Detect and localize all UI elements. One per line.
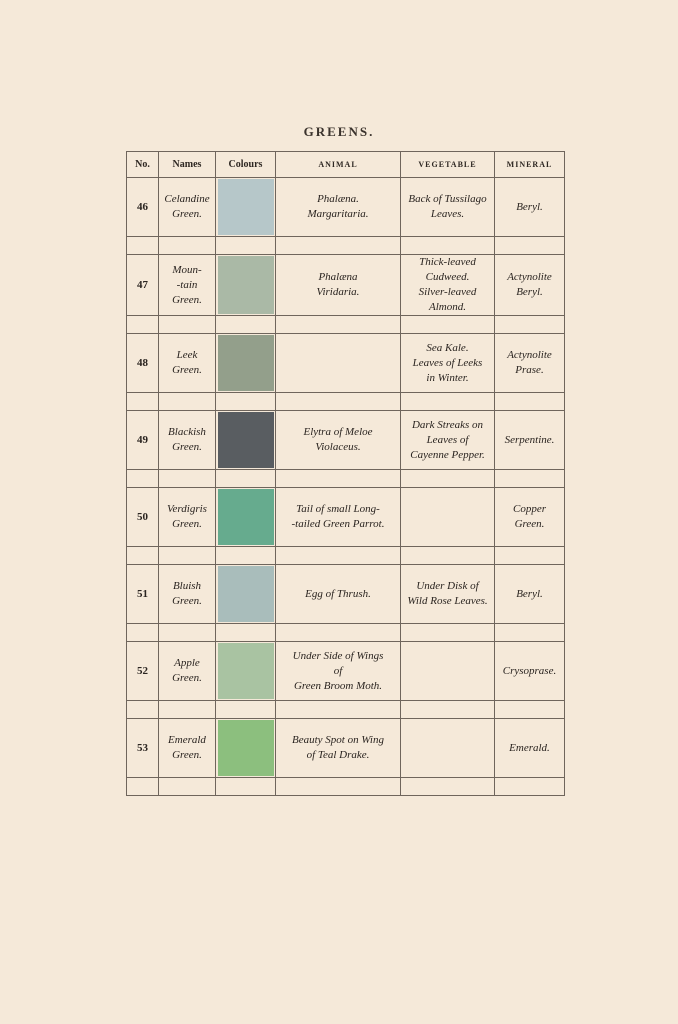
row-name (159, 255, 216, 316)
row-mineral-text: Emerald. (509, 741, 550, 754)
header-mineral: MINERAL (495, 152, 565, 178)
row-vegetable (401, 255, 495, 316)
row-animal-text: Beauty Spot on Wing of Teal Drake. (292, 734, 384, 761)
spacer-cell (159, 778, 216, 796)
spacer-cell (159, 393, 216, 411)
spacer-cell (216, 393, 276, 411)
row-animal-text: Elytra of Meloe Violaceus. (303, 426, 373, 453)
spacer-cell (495, 778, 565, 796)
spacer-cell (159, 547, 216, 565)
spacer-cell (127, 470, 159, 488)
spacer-cell (276, 778, 401, 796)
colour-swatch (218, 566, 274, 622)
row-name (159, 488, 216, 547)
spacer-cell (495, 701, 565, 719)
row-name (159, 411, 216, 470)
row-animal-text: Tail of small Long- -tailed Green Parrot. (291, 503, 385, 530)
colour-swatch-cell (216, 719, 276, 778)
row-vegetable (401, 488, 495, 547)
row-vegetable-text: Sea Kale. Leaves of Leeks in Winter. (412, 341, 483, 384)
row-vegetable-text: Thick-leaved Cudweed. Silver-leaved Almond. (418, 256, 477, 313)
row-number: 50 (127, 488, 159, 547)
row-mineral-text: Crysoprase. (502, 664, 557, 677)
row-number: 49 (127, 411, 159, 470)
row-name (159, 642, 216, 701)
spacer-cell (216, 547, 276, 565)
spacer-cell (127, 316, 159, 334)
colour-swatch-cell (216, 178, 276, 237)
spacer-cell (495, 316, 565, 334)
colour-swatch-cell (216, 334, 276, 393)
row-mineral-text: Serpentine. (504, 433, 555, 446)
colour-swatch (218, 335, 274, 391)
row-name-text: Celandine Green. (164, 193, 210, 220)
spacer-row (127, 624, 565, 642)
colour-swatch (218, 643, 274, 699)
spacer-cell (401, 316, 495, 334)
colour-swatch (218, 256, 274, 314)
row-animal-text: Phalæna Viridaria. (316, 271, 360, 298)
row-vegetable (401, 719, 495, 778)
row-mineral (495, 642, 565, 701)
row-number: 51 (127, 565, 159, 624)
row-name-text: Bluish Green. (172, 580, 202, 607)
spacer-row (127, 701, 565, 719)
row-vegetable-text: Under Disk of Wild Rose Leaves. (407, 580, 488, 607)
colour-swatch-cell (216, 488, 276, 547)
spacer-cell (159, 624, 216, 642)
spacer-cell (401, 393, 495, 411)
spacer-cell (159, 470, 216, 488)
row-vegetable-text: Back of Tussilago Leaves. (408, 193, 487, 220)
spacer-cell (216, 624, 276, 642)
row-mineral (495, 719, 565, 778)
row-mineral (495, 565, 565, 624)
colour-swatch (218, 179, 274, 235)
spacer-cell (276, 316, 401, 334)
row-mineral (495, 334, 565, 393)
spacer-cell (401, 624, 495, 642)
row-name-text: Apple Green. (172, 657, 202, 684)
spacer-cell (401, 778, 495, 796)
header-no: No. (127, 152, 159, 178)
spacer-cell (401, 701, 495, 719)
spacer-cell (495, 470, 565, 488)
row-name (159, 565, 216, 624)
spacer-cell (216, 316, 276, 334)
spacer-cell (127, 237, 159, 255)
table-row (127, 642, 565, 701)
spacer-row (127, 778, 565, 796)
table-row (127, 411, 565, 470)
row-name-text: Blackish Green. (168, 426, 206, 453)
row-number: 53 (127, 719, 159, 778)
row-vegetable (401, 642, 495, 701)
spacer-cell (276, 624, 401, 642)
spacer-cell (216, 778, 276, 796)
spacer-cell (276, 547, 401, 565)
row-number: 47 (127, 255, 159, 316)
table-row (127, 719, 565, 778)
spacer-cell (127, 547, 159, 565)
row-mineral (495, 411, 565, 470)
spacer-cell (127, 393, 159, 411)
spacer-cell (159, 701, 216, 719)
header-names: Names (159, 152, 216, 178)
row-vegetable (401, 178, 495, 237)
greens-table (126, 151, 565, 796)
row-vegetable (401, 411, 495, 470)
row-animal (276, 334, 401, 393)
spacer-row (127, 470, 565, 488)
spacer-cell (276, 237, 401, 255)
spacer-row (127, 316, 565, 334)
page-title: GREENS. (303, 124, 375, 139)
spacer-cell (401, 547, 495, 565)
table-row (127, 565, 565, 624)
row-mineral-text: Copper Green. (513, 503, 546, 530)
row-mineral-text: Beryl. (516, 200, 543, 213)
spacer-cell (495, 624, 565, 642)
colour-swatch-cell (216, 255, 276, 316)
spacer-cell (159, 237, 216, 255)
row-animal (276, 488, 401, 547)
row-animal (276, 642, 401, 701)
row-mineral (495, 178, 565, 237)
spacer-row (127, 237, 565, 255)
colour-swatch (218, 412, 274, 468)
row-animal-text: Phalæna. Margaritaria. (307, 193, 369, 220)
spacer-cell (495, 393, 565, 411)
table-row (127, 255, 565, 316)
spacer-cell (216, 237, 276, 255)
row-name-text: Moun- -tain Green. (172, 263, 202, 306)
spacer-cell (401, 470, 495, 488)
row-name-text: Leek Green. (172, 349, 202, 376)
spacer-cell (127, 778, 159, 796)
row-number: 48 (127, 334, 159, 393)
row-vegetable (401, 334, 495, 393)
spacer-cell (159, 316, 216, 334)
spacer-row (127, 393, 565, 411)
colour-swatch-cell (216, 642, 276, 701)
row-animal (276, 719, 401, 778)
spacer-row (127, 547, 565, 565)
row-name (159, 334, 216, 393)
colour-swatch (218, 720, 274, 776)
spacer-cell (127, 624, 159, 642)
row-vegetable (401, 565, 495, 624)
row-animal (276, 255, 401, 316)
colour-swatch (218, 489, 274, 545)
row-name (159, 719, 216, 778)
row-animal (276, 411, 401, 470)
spacer-cell (276, 393, 401, 411)
table-row (127, 334, 565, 393)
row-mineral (495, 255, 565, 316)
spacer-cell (216, 701, 276, 719)
row-animal-text: Under Side of Wings of Green Broom Moth. (292, 649, 384, 692)
spacer-cell (401, 237, 495, 255)
row-name-text: Emerald Green. (168, 734, 206, 761)
row-animal (276, 565, 401, 624)
spacer-cell (276, 701, 401, 719)
spacer-cell (495, 237, 565, 255)
table-row (127, 178, 565, 237)
row-number: 46 (127, 178, 159, 237)
row-mineral-text: Beryl. (516, 587, 543, 600)
row-animal-text: Egg of Thrush. (305, 587, 371, 600)
row-vegetable-text: Dark Streaks on Leaves of Cayenne Pepper. (410, 418, 485, 461)
spacer-cell (127, 701, 159, 719)
row-mineral (495, 488, 565, 547)
colour-swatch-cell (216, 565, 276, 624)
colour-swatch-cell (216, 411, 276, 470)
spacer-cell (276, 470, 401, 488)
row-mineral-text: Actynolite Prase. (507, 349, 552, 376)
spacer-cell (495, 547, 565, 565)
row-animal (276, 178, 401, 237)
row-name-text: Verdigris Green. (167, 503, 207, 530)
row-name (159, 178, 216, 237)
row-number: 52 (127, 642, 159, 701)
table-row (127, 488, 565, 547)
header-row (127, 152, 565, 178)
header-vegetable: VEGETABLE (401, 152, 495, 178)
row-mineral-text: Actynolite Beryl. (507, 271, 552, 298)
header-animal: ANIMAL (276, 152, 401, 178)
spacer-cell (216, 470, 276, 488)
header-colours: Colours (216, 152, 276, 178)
